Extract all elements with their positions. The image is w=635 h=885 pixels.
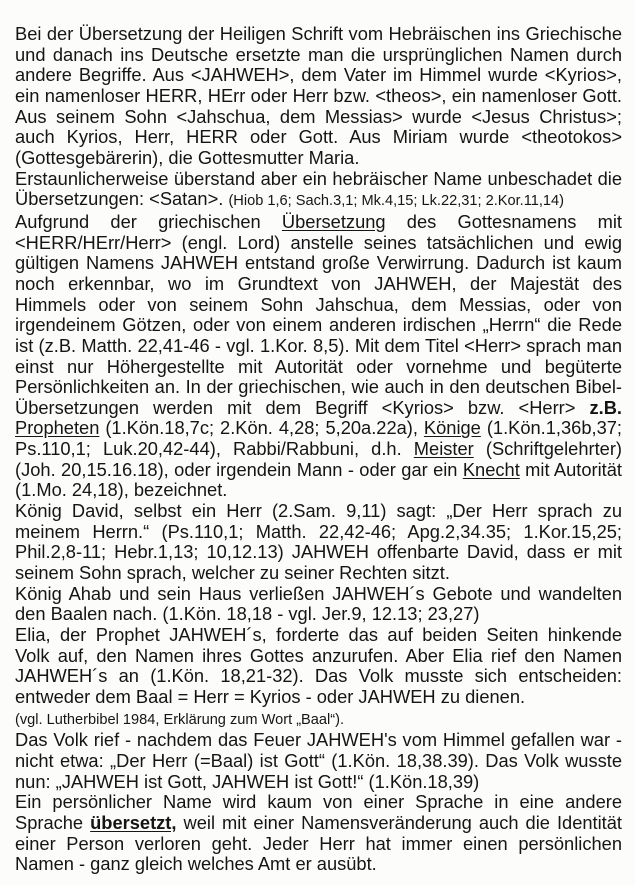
text-segment: Elia, der Prophet JAHWEH´s, forderte das auf beiden Seiten hinkende Volk auf, den Namen ihres Gottes anzurufen. Aber Elia rief den Namen JAHWEH´s an (1.Kön. 18,21-32). Das Volk musste sich entscheiden: entweder dem Baal = Herr = Kyrios - oder JAHWEH zu dienen. — [15, 624, 622, 707]
text-segment: mit Autorität (1.Mo. 24,18), bezeichnet. — [15, 458, 622, 501]
text-segment-underline: Könige — [423, 417, 481, 439]
text-segment-bold-underline: übersetzt, — [90, 811, 177, 833]
paragraph — [15, 24, 622, 169]
paragraph — [15, 730, 622, 792]
text-segment: Das Volk rief - nachdem das Feuer JAHWEH's vom Himmel gefallen war - nicht etwa: „Der Herr (=Baal) ist Gott“ (1.Kön. 18,38.39). Das Volk wusste nun: „JAHWEH ist Gott, JAHWEH ist Gott!“ (1.Kön.18,39) — [15, 729, 622, 792]
text-segment: (1.Kön.1,36b,37; Ps.110,1; Luk.20,42-44), Rabbi/Rabbuni, d.h. — [15, 417, 622, 460]
paragraph — [15, 708, 622, 731]
text-segment-small: (Hiob 1,6; Sach.3,1; Mk.4,15; Lk.22,31; 2.Kor.11,14) — [228, 193, 565, 210]
text-segment-bold: z.B. — [589, 396, 622, 418]
text-segment-underline: Übersetzung — [281, 210, 386, 232]
text-segment-underline: Meister — [413, 438, 474, 460]
paragraph — [15, 792, 622, 875]
text-segment-underline: Propheten — [15, 417, 100, 439]
text-segment: König David, selbst ein Herr (2.Sam. 9,11) sagt: „Der Herr sprach zu meinem Herrn.“ (Ps.110,1; Matth. 22,42-46; Apg.2,34.35; 1.Kor.15,25; Phil.2,8-11; Hebr.1,13; 10,12.13) JAHWEH offenbarte David, dass er mit seinem Sohn sprach, welcher zu seiner Rechten sitzt. — [15, 500, 622, 584]
text-segment: Bei der Übersetzung der Heiligen Schrift vom Hebräischen ins Griechische und danach ins Deutsche ersetzte man die ursprünglichen Namen durch andere Begriffe. Aus <JAHWEH>, dem Vater im Himmel wurde <Kyrios>, ein namenloser HERR, HErr oder Herr bzw. <theos>, ein namenloser Gott. Aus seinem Sohn <Jahschua, dem Messias> wurde <Jesus Christus>; auch Kyrios, Herr, HERR oder Gott. Aus Miriam wurde <theotokos> (Gottesgebärerin), die Gottesmutter Maria. — [15, 23, 622, 168]
text-segment: Ein persönlicher Name wird kaum von einer Sprache in eine andere Sprache — [15, 791, 622, 833]
paragraph — [15, 625, 622, 708]
paragraph — [15, 169, 622, 212]
text-segment: (Schriftgelehrter) (Joh. 20,15.16.18), oder irgendein Mann - oder gar ein — [15, 438, 622, 480]
paragraph — [15, 501, 622, 584]
paragraph — [15, 212, 622, 501]
text-segment: Erstaunlicherweise überstand aber ein hebräischer Name unbeschadet die Übersetzungen: <Satan>. — [15, 167, 622, 210]
text-segment: König Ahab und sein Haus verließen JAHWEH´s Gebote und wandelten den Baalen nach. (1.Kön. 18,18 - vgl. Jer.9, 12.13; 23,27) — [15, 582, 622, 625]
document-body — [15, 24, 622, 875]
text-segment: des Gottesnamens mit <HERR/HErr/Herr> (engl. Lord) anstelle seines tatsächlichen und ewig gültigen Namens JAHWEH entstand große Verwirrung. Dadurch ist kaum noch erkennbar, wo im Grundtext von JAHWEH, der Majestät des Himmels oder von seinem Sohn Jahschua, dem Messias, oder von irgendeinem Götzen, oder von einem anderen irdischen „Herrn“ die Rede ist (z.B. Matth. 22,41-46 - vgl. 1.Kor. 8,5). Mit dem Titel <Herr> sprach man einst nur Höhergestellte mit Autorität oder vornehme und begüterte Persönlichkeiten an. In der griechischen, wie auch in den deutschen Bibel-Übersetzungen werden mit dem Begriff <Kyrios> bzw. <Herr> — [15, 210, 622, 418]
text-segment: Aufgrund der griechischen — [15, 210, 282, 232]
paragraph — [15, 584, 622, 625]
text-segment-small: (vgl. Lutherbibel 1984, Erklärung zum Wort „Baal“). — [15, 711, 345, 728]
text-segment-underline: Knecht — [462, 458, 520, 480]
text-segment: weil mit einer Namensveränderung auch die Identität einer Person verloren geht. Jeder Herr hat immer einen persönlichen Namen - ganz gleich welches Amt er ausübt. — [15, 811, 622, 875]
text-segment: (1.Kön.18,7c; 2.Kön. 4,28; 5,20a.22a), — [99, 417, 424, 439]
